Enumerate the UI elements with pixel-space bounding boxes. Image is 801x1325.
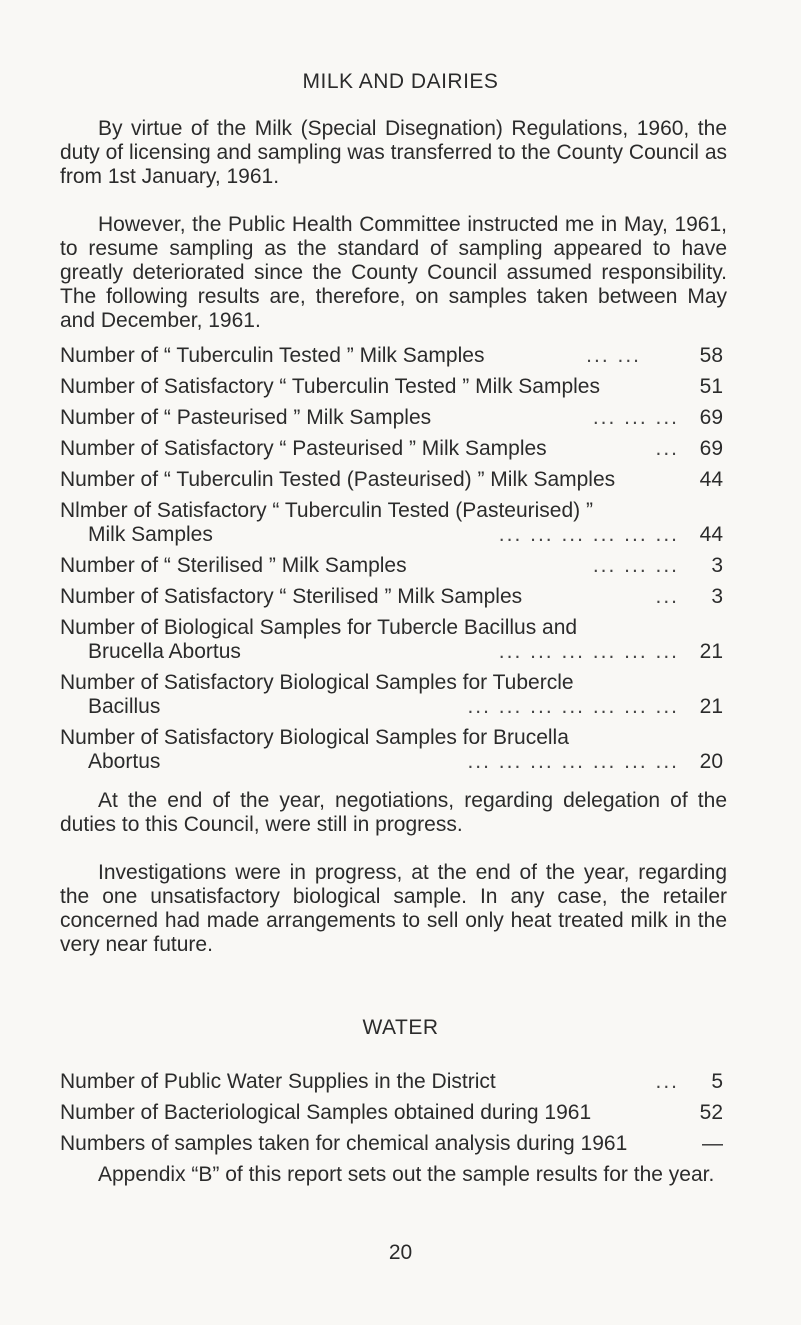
milk-row — [60, 726, 723, 774]
paragraph-negotiations-text: At the end of the year, negotiations, regarding delegation of the duties to this Council, were still in progress. — [60, 789, 727, 836]
paragraph-investigations-text: Investigations were in progress, at the end of the year, regarding the one unsatisfactory biological sample. In any case, the retailer concerned had made arrangements to sell only heat treated milk in the very near future. — [60, 861, 727, 956]
leader-dots: ... ... ... ... ... ... ... — [467, 750, 679, 773]
milk-row-value: 3 — [711, 585, 723, 608]
milk-row — [60, 616, 723, 664]
milk-row-label: Number of “ Pasteurised ” Milk Samples — [60, 406, 432, 429]
milk-row-value: 21 — [699, 695, 723, 718]
milk-row — [60, 671, 723, 719]
leader-dots: ... ... ... — [592, 406, 679, 429]
milk-row-label: Number of Satisfactory “ Pasteurised ” Milk Samples — [60, 437, 547, 460]
leader-dots: ... ... — [586, 344, 641, 367]
leader-dots: ... — [655, 1070, 679, 1093]
paragraph-regulations — [60, 117, 727, 189]
page-title: MILK AND DAIRIES — [302, 70, 499, 93]
milk-row-label-continued: Brucella Abortus — [88, 640, 241, 663]
paragraph-regulations-text: By virtue of the Milk (Special Disegnation) Regulations, 1960, the duty of licensing and sampling was transferred to the County Council as from 1st January, 1961. — [60, 117, 727, 188]
paragraph-negotiations — [60, 789, 727, 837]
milk-row — [60, 499, 723, 547]
milk-row-value: 21 — [699, 640, 723, 663]
leader-dots: ... ... ... ... ... ... ... — [467, 695, 679, 718]
milk-row — [60, 437, 723, 461]
water-row-value: — — [702, 1132, 723, 1155]
leader-dots: ... ... ... — [592, 554, 679, 577]
milk-row-label: Number of Satisfactory Biological Samples for Tubercle — [60, 671, 574, 694]
water-row — [60, 1132, 723, 1156]
milk-row-label-continued: Bacillus — [88, 695, 161, 718]
milk-row-value: 69 — [699, 437, 723, 460]
water-row-label: Number of Public Water Supplies in the District — [60, 1070, 496, 1093]
milk-row — [60, 554, 723, 578]
water-row-label: Numbers of samples taken for chemical analysis during 1961 — [60, 1132, 628, 1155]
milk-row — [60, 585, 723, 609]
milk-row-value: 44 — [699, 523, 723, 546]
leader-dots: ... — [655, 437, 679, 460]
milk-row — [60, 344, 723, 368]
water-row — [60, 1070, 723, 1094]
milk-row-value: 3 — [711, 554, 723, 577]
milk-row — [60, 375, 723, 399]
water-row-value: 52 — [699, 1101, 723, 1124]
paragraph-investigations — [60, 861, 727, 957]
milk-row-label: Number of “ Tuberculin Tested ” Milk Samples — [60, 344, 485, 367]
milk-row-label-continued: Milk Samples — [88, 523, 213, 546]
milk-row-value: 69 — [699, 406, 723, 429]
water-row-label: Number of Bacteriological Samples obtained during 1961 — [60, 1101, 592, 1124]
milk-row-value: 51 — [699, 375, 723, 398]
milk-row — [60, 406, 723, 430]
milk-row-label-continued: Abortus — [88, 750, 161, 773]
milk-row-label: Number of Satisfactory “ Tuberculin Tested ” Milk Samples — [60, 375, 600, 398]
milk-row-label: Number of Satisfactory “ Sterilised ” Milk Samples — [60, 585, 523, 608]
milk-row-label: Number of Biological Samples for Tubercle Bacillus and — [60, 616, 578, 639]
paragraph-appendix-text: Appendix “B” of this report sets out the sample results for the year. — [98, 1163, 715, 1186]
milk-row-label: Number of Satisfactory Biological Samples for Brucella — [60, 726, 569, 749]
milk-row-label: Nlmber of Satisfactory “ Tuberculin Tested (Pasteurised) ” — [60, 499, 593, 522]
milk-row-value: 20 — [699, 750, 723, 773]
paragraph-committee-text: However, the Public Health Committee instructed me in May, 1961, to resume sampling as the standard of sampling appeared to have greatly deteriorated since the County Council assumed responsibility. The following results are, therefore, on samples taken between May and December, 1961. — [60, 213, 727, 332]
milk-row-label: Number of “ Tuberculin Tested (Pasteurised) ” Milk Samples — [60, 468, 616, 491]
milk-row-label: Number of “ Sterilised ” Milk Samples — [60, 554, 407, 577]
leader-dots: ... — [655, 585, 679, 608]
leader-dots: ... ... ... ... ... ... — [498, 523, 679, 546]
section-heading-water: WATER — [362, 1016, 439, 1039]
milk-row-value: 44 — [699, 468, 723, 491]
paragraph-committee — [60, 213, 727, 333]
milk-row — [60, 468, 723, 492]
water-row-value: 5 — [711, 1070, 723, 1093]
milk-row-value: 58 — [699, 344, 723, 367]
page-number: 20 — [388, 1241, 413, 1264]
paragraph-appendix — [60, 1163, 727, 1187]
leader-dots: ... ... ... ... ... ... — [498, 640, 679, 663]
water-row — [60, 1101, 723, 1125]
